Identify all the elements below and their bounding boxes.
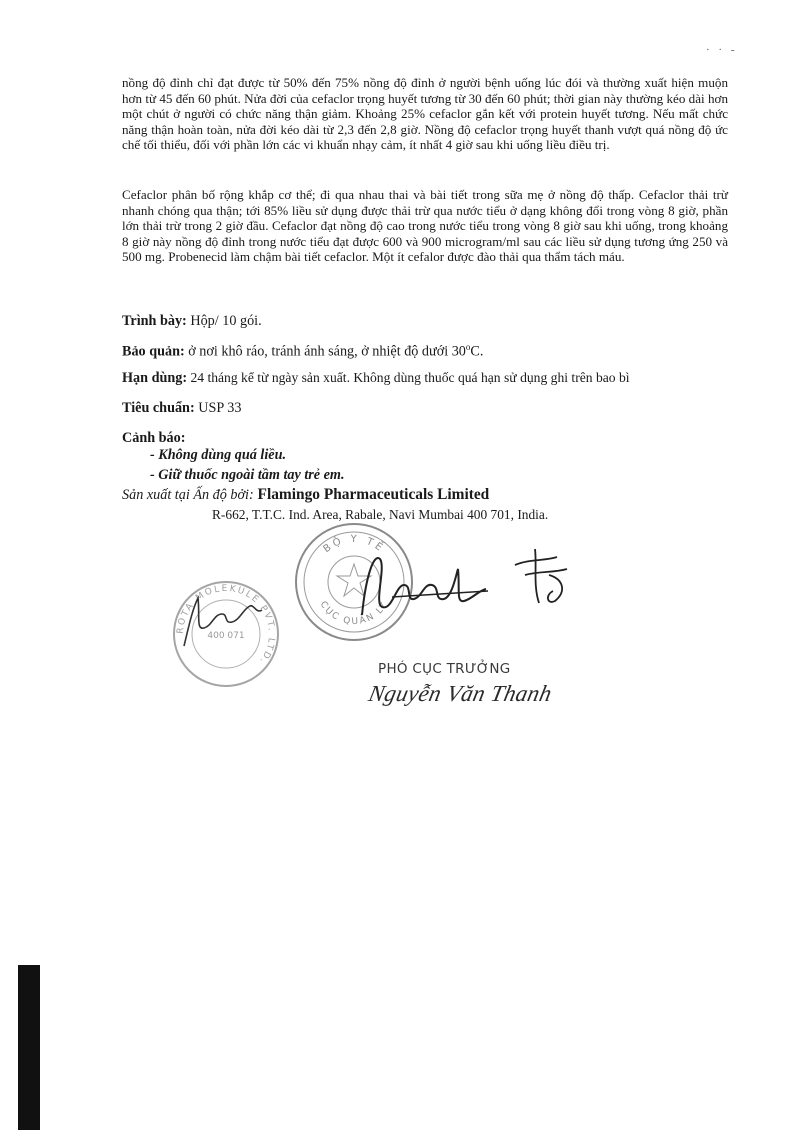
standard-value: USP 33 [194,400,242,416]
packaging-value: Hộp/ 10 gói. [186,313,262,329]
seal-bottom-text: CỤC QUẢN LÝ [317,599,391,628]
manufacturer-line [122,486,489,504]
official-name-signature: Nguyễn Văn Thanh [366,681,555,706]
scan-artifact: · · - [706,44,738,56]
stamp-ring-text: ROTA MOLEKULE PVT. LTD. [175,583,277,667]
warning-title: Cảnh báo: [122,430,186,446]
manufacturer-name: Flamingo Pharmaceuticals Limited [253,486,490,503]
pharmacokinetics-paragraph-2: Cefaclor phân bố rộng khắp cơ thể; đi qua nhau thai và bài tiết trong sữa mẹ ở nồng độ thấp. Cefaclor thải trừ nhanh chóng qua thận; tới 85% liều sử dụng được thải trừ qua nước tiểu ở dạng không đổi trong vòng 8 giờ, phần lớn thải trừ trong 2 giờ đầu. Cefaclor đạt nồng độ cao trong nước tiểu trong vòng 8 giờ sau khi uống, trong khoảng 8 giờ này nồng độ đỉnh trong nước tiểu đạt được 600 và 900 microgram/ml sau các liều sử dụng tương ứng 250 và 500 mg. Probenecid làm chậm bài tiết cefaclor. Một ít cefalor được đào thải qua thẩm tách máu. [122,187,728,265]
storage-unit: C. [470,343,484,360]
warning-item: - Không dùng quá liều. [150,447,287,463]
expiry-value: 24 tháng kể từ ngày sản xuất. Không dùng thuốc quá hạn sử dụng ghi trên bao bì [187,370,630,385]
storage-row [122,342,483,361]
manufacturer-address: R-662, T.T.C. Ind. Area, Rabale, Navi Mumbai 400 701, India. [212,507,549,522]
storage-value: ở nơi khô ráo, tránh ánh sáng, ở nhiệt độ dưới 30 [184,343,466,360]
pharmacokinetics-paragraph-1: nồng độ đỉnh chỉ đạt được từ 50% đến 75% nồng độ đỉnh ở người bệnh uống lúc đói và thường xuất hiện muộn hơn từ 45 đến 60 phút. Nửa đời của cefaclor trọng huyết tương từ 30 đến 60 phút; thời gian này thường kéo dài hơn một chút ở người có chức năng thận giảm. Khoảng 25% cefaclor gắn kết với protein huyết tương. Nếu mất chức năng thận hoàn toàn, nửa đời kéo dài từ 2,3 đến 2,8 giờ. Nồng độ cefaclor trọng huyết thanh vượt quá nồng độ ức chế tối thiểu, đối với phần lớn các vi khuẩn nhạy cảm, ít nhất 4 giờ sau khi uống liều điều trị. [122,75,728,153]
signature-main [352,545,492,625]
expiry-row [122,370,630,387]
scan-edge-bar [18,965,40,1130]
expiry-label: Hạn dùng: [122,370,188,386]
packaging-label: Trình bày: [122,313,187,329]
standard-row [122,400,241,417]
warning-item: - Giữ thuốc ngoài tầm tay trẻ em. [150,467,345,483]
stamp-center-text: 400 071 [207,631,245,641]
seal-top-text: BỘ Y TẾ [321,533,387,556]
packaging-row [122,313,262,330]
signature-initials [505,545,580,610]
signature-company [178,590,268,650]
official-title: PHÓ CỤC TRƯỞNG [378,661,511,677]
storage-label: Bảo quản: [122,343,185,360]
manufacturer-prefix: Sản xuất tại Ấn độ bởi: [122,487,254,503]
storage-degree: o [465,342,471,352]
standard-label: Tiêu chuẩn: [122,400,195,416]
